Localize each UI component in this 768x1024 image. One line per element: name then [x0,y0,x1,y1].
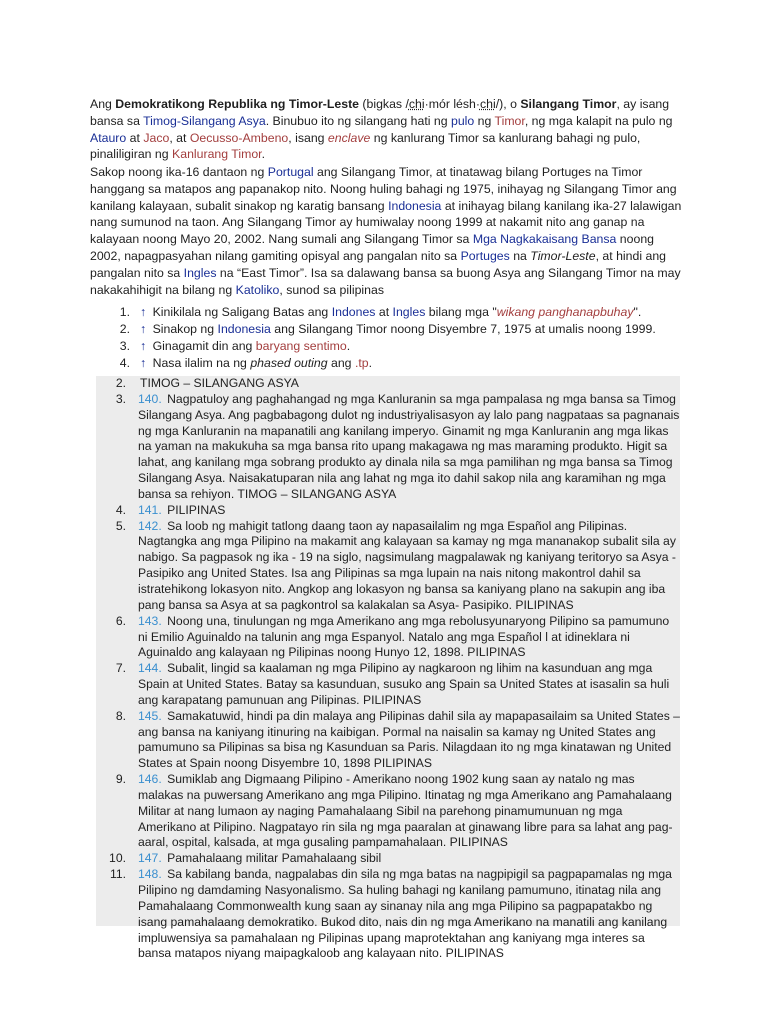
intro-paragraph-1 [90,96,682,163]
footnote-item [90,355,690,372]
text: , isang [288,130,328,145]
link-ingles[interactable]: Ingles [392,305,426,319]
italic-phased-outing: phased outing [250,356,328,370]
bold-alt-name: Silangang Timor [520,97,617,111]
link-wikang-panghanapbuhay[interactable]: wikang panghanapbuhay [496,305,634,319]
link-indonesia[interactable]: Indonesia [217,322,271,336]
back-arrow-icon[interactable]: ↑ [140,322,147,336]
list-item [90,867,680,962]
item-number: 3. [115,391,126,406]
text: Ginagamit din ang [149,339,256,353]
list-item [90,614,680,662]
footnote-number: 3. [119,339,130,353]
list-item [90,519,680,614]
text: , sunod sa pilipinas [279,282,384,297]
item-number: 4. [115,502,126,517]
text: ng kanlurang Timor sa kanlurang bahagi ng pulo, pinaliligiran ng [90,130,641,162]
text: , at [169,130,190,145]
link-portuges[interactable]: Portuges [460,248,510,263]
item-text: Samakatuwid, hindi pa din malaya ang Pilipinas dahil sila ay mapapasailaim sa United States – ang bansa na kaniyang itinuring na kaibigan. Pormal na naisalin sa kamay ng United States ang pamumuno sa Pilipinas sa bisa ng Kasunduan sa Paris. Nilagdaan ito ng mga kinatawan ng United States at Spain noong Disyembre 10, 1898 PILIPINAS [138,708,680,771]
slide-link[interactable]: 148. [138,867,162,882]
item-text: Subalit, lingid sa kaalaman ng mga Pilipino ay nagkaroon ng lihim na kasunduan ang mga Spain at United States. Batay sa kasunduan, susuko ang Spain sa United States at isasalin sa huli ang karapatang pamunuan ang Pilipinas. PILIPINAS [138,661,670,707]
text: ang Silangang Timor noong Disyembre 7, 1975 at umalis noong 1999. [270,322,656,336]
slide-link[interactable]: 144. [138,661,162,676]
link-timor[interactable]: Timor [494,113,525,128]
pronunciation-link[interactable]: chi [479,97,496,111]
item-text: Sa loob ng mahigit tatlong daang taon ay napasailalim ng mga Español ang Pilipinas. Nagtangka ang mga Pilipino na makamit ang kalayaan sa kamay ng mga mananakop subalit sila ay nabigo. Sa pagpasok ng ika - 19 na siglo, nagsimulang magpalawak ng kaniyang teritoryo sa Asya - Pasipiko ang United States. Isa ang Pilipinas sa mga lupain na nais nitong makontrol dahil sa istratehikong lokasyon nito. Angkop ang lokasyon ng bansa sa kaniyang plano na sakupin ang iba pang bansa sa Asya at sa pagkontrol sa kalakalan sa Asya- Pasipiko. PILIPINAS [138,518,676,612]
list-item [90,392,680,503]
text: at inihayag bilang kanilang ika-27 lalawigan nang sumunod na taon. Ang Silangang Timor ay humiwalay noong 1999 at nakamit nito ang ganap na kalayaan noong Mayo 20, 2002. Nang sumali ang Silangang Timor sa [90,198,682,247]
list-item [90,661,680,709]
text: ng [474,113,495,128]
slide-link[interactable]: 141. [138,502,162,517]
link-timog-silangang-asya[interactable]: Timog-Silangang Asya [143,113,266,128]
text: (bigkas / [359,97,409,111]
list-item [90,772,680,851]
text: Kinikilala ng Saligang Batas ang [149,305,332,319]
slide-link[interactable]: 142. [138,518,162,533]
text: /), o [495,97,521,111]
item-text: Nagpatuloy ang paghahangad ng mga Kanluranin sa mga pampalasa ng mga bansa sa Timog Silangang Asya. Ang pagbabagong dulot ng industriyalisasyon ay lalo pang nagpataas sa pagnanais ng mga Kanluranin na mapanatili ang kanilang imperyo. Ginamit ng mga Kanluranin ang mga likas na yaman na makukuha sa mga bansa rito upang makagawa ng mas maraming produkto. Higit sa lahat, ang kanilang mga sobrang produkto ay dinala nila sa mga pamilihan ng mga bansa sa Timog Silangang Asya. Naisakatuparan nila ang lahat ng mga ito dahil sakop nila ang karamihan ng mga bansa sa rehiyon. TIMOG – SILANGANG ASYA [138,391,680,501]
footnotes-list [90,304,690,372]
link-portugal[interactable]: Portugal [267,165,314,179]
italic-timor-leste: Timor-Leste [530,248,596,263]
item-text: Sa kabilang banda, nagpalabas din sila ng mga batas na nagpipigil sa pagpapamalas ng mga Pilipino ng damdaming Nasyonalismo. Sa huling bahagi ng kanilang pamumuno, itinatag nila ang Pamahalaang Commonwealth kung saan ay sinanay nila ang mga Pilipino sa pagpapatakbo ng isang pamahalaang demokratiko. Bukod dito, nais din ng mga Amerikano na manatili ang kanilang impluwensiya sa pamahalaan ng Pilipinas upang maprotektahan ang kaniyang mga interes sa bansa matapos niyang maipagkaloob ang kalayaan nito. PILIPINAS [138,867,672,961]
back-arrow-icon[interactable]: ↑ [140,339,147,353]
list-item [90,503,680,519]
link-katoliko[interactable]: Katoliko [235,282,280,297]
text: noong 2002, napagpasyahan nilang gamiting opisyal ang pangalan nito sa [90,232,655,263]
text: . [261,147,266,162]
text: at [126,130,144,145]
back-arrow-icon[interactable]: ↑ [140,356,147,370]
text: na [509,248,531,263]
item-number: 6. [115,613,126,628]
intro-paragraph-2 [90,164,684,298]
link-indonesia[interactable]: Indonesia [388,198,442,213]
link-baryang-sentimo[interactable]: baryang sentimo [255,339,347,353]
slide-link[interactable]: 140. [138,391,162,406]
item-text: Pamahalaang militar Pamahalaang sibil [167,851,382,866]
slide-link[interactable]: 143. [138,613,162,628]
item-number: 10. [109,851,126,866]
link-indones[interactable]: Indones [331,305,376,319]
text: Sinakop ng [149,322,218,336]
text: ". [633,305,642,319]
link-jaco[interactable]: Jaco [143,130,170,145]
text: . [368,356,373,370]
slide-link[interactable]: 147. [138,851,162,866]
link-mga-nagkakaisang-bansa[interactable]: Mga Nagkakaisang Bansa [472,232,617,247]
text: , ng mga kalapit na pulo ng [524,113,673,128]
link-kanlurang-timor[interactable]: Kanlurang Timor [172,147,262,162]
text: . [346,339,351,353]
list-item [90,851,680,867]
item-text: PILIPINAS [167,502,226,517]
link-enclave[interactable]: enclave [327,130,371,145]
text: , ay isang bansa sa [90,97,670,128]
text: Ang [90,97,116,111]
footnote-item [90,321,690,338]
item-text: TIMOG – SILANGANG ASYA [140,376,299,390]
link-pulo[interactable]: pulo [450,113,475,128]
footnote-number: 1. [119,305,130,319]
list-item [90,709,680,772]
footnote-number: 4. [119,356,130,370]
text: Nasa ilalim na ng [149,356,251,370]
text: bilang mga " [425,305,497,319]
text: , at hindi ang pangalan nito sa [90,248,666,280]
item-number: 11. [109,867,126,882]
item-number: 7. [115,661,126,676]
text: . Binubuo ito ng silangang hati ng [265,113,451,128]
boxed-list [90,376,680,962]
back-arrow-icon[interactable]: ↑ [140,305,147,319]
item-number: 8. [115,708,126,723]
slide-link[interactable]: 146. [138,772,162,787]
list-item [90,376,680,392]
text: ang [327,356,355,370]
footnote-number: 2. [119,322,130,336]
item-text: Noong una, tinulungan ng mga Amerikano ang mga rebolusyunaryong Pilipino sa pamumuno ni Emilio Aguinaldo na talunin ang mga Espanyol. Natalo ang mga Español l at idineklara ni Aguinaldo ang kalayaan ng Pilipinas noong Hunyo 12, 1898. PILIPINAS [138,613,670,660]
item-number: 9. [115,772,126,787]
bold-country-name: Demokratikong Republika ng Timor-Leste [115,97,360,111]
slide-link[interactable]: 145. [138,708,162,723]
item-text: Sumiklab ang Digmaang Pilipino - Amerikano noong 1902 kung saan ay natalo ng mas malakas na puwersang Amerikano ang mga Pilipino. Itinatag ng mga Amerikano ang Pamahalaang Militar at nang lumaon ay naging Pamahalaang Sibil na parehong pinamumunuan ng mga Amerikano at Pilipino. Nagpatayo rin sila ng mga paaralan at ginawang libre para sa lahat ang pag-aaral, ospital, kalsada, at mga gusaling pampamahalaan. PILIPINAS [138,772,673,850]
pronunciation-link[interactable]: chi [408,97,425,111]
text: ·mór lésh· [424,97,480,111]
link-atauro[interactable]: Atauro [90,130,127,145]
footnote-item [90,304,690,321]
text: at [375,305,393,319]
link-tp[interactable]: .tp [354,356,369,370]
link-oecusso-ambeno[interactable]: Oecusso-Ambeno [189,130,289,145]
link-ingles[interactable]: Ingles [183,265,217,280]
text: ang Silangang Timor, at tinatawag bilang Portuges na Timor hanggang sa matapos ang papanakop nito. Noong huling bahagi ng 1975, inihayag ng Silangang Timor ang kanilang kalayaan, subalit sinakop ng karatig bansang [90,165,677,213]
text: Sakop noong ika-16 dantaon ng [90,165,268,179]
footnote-item [90,338,690,355]
item-number: 5. [115,518,126,533]
text: na “East Timor”. Isa sa dalawang bansa sa buong Asya ang Silangang Timor na may nakakahihigit na bilang ng [90,265,681,297]
item-number: 2. [115,376,126,390]
